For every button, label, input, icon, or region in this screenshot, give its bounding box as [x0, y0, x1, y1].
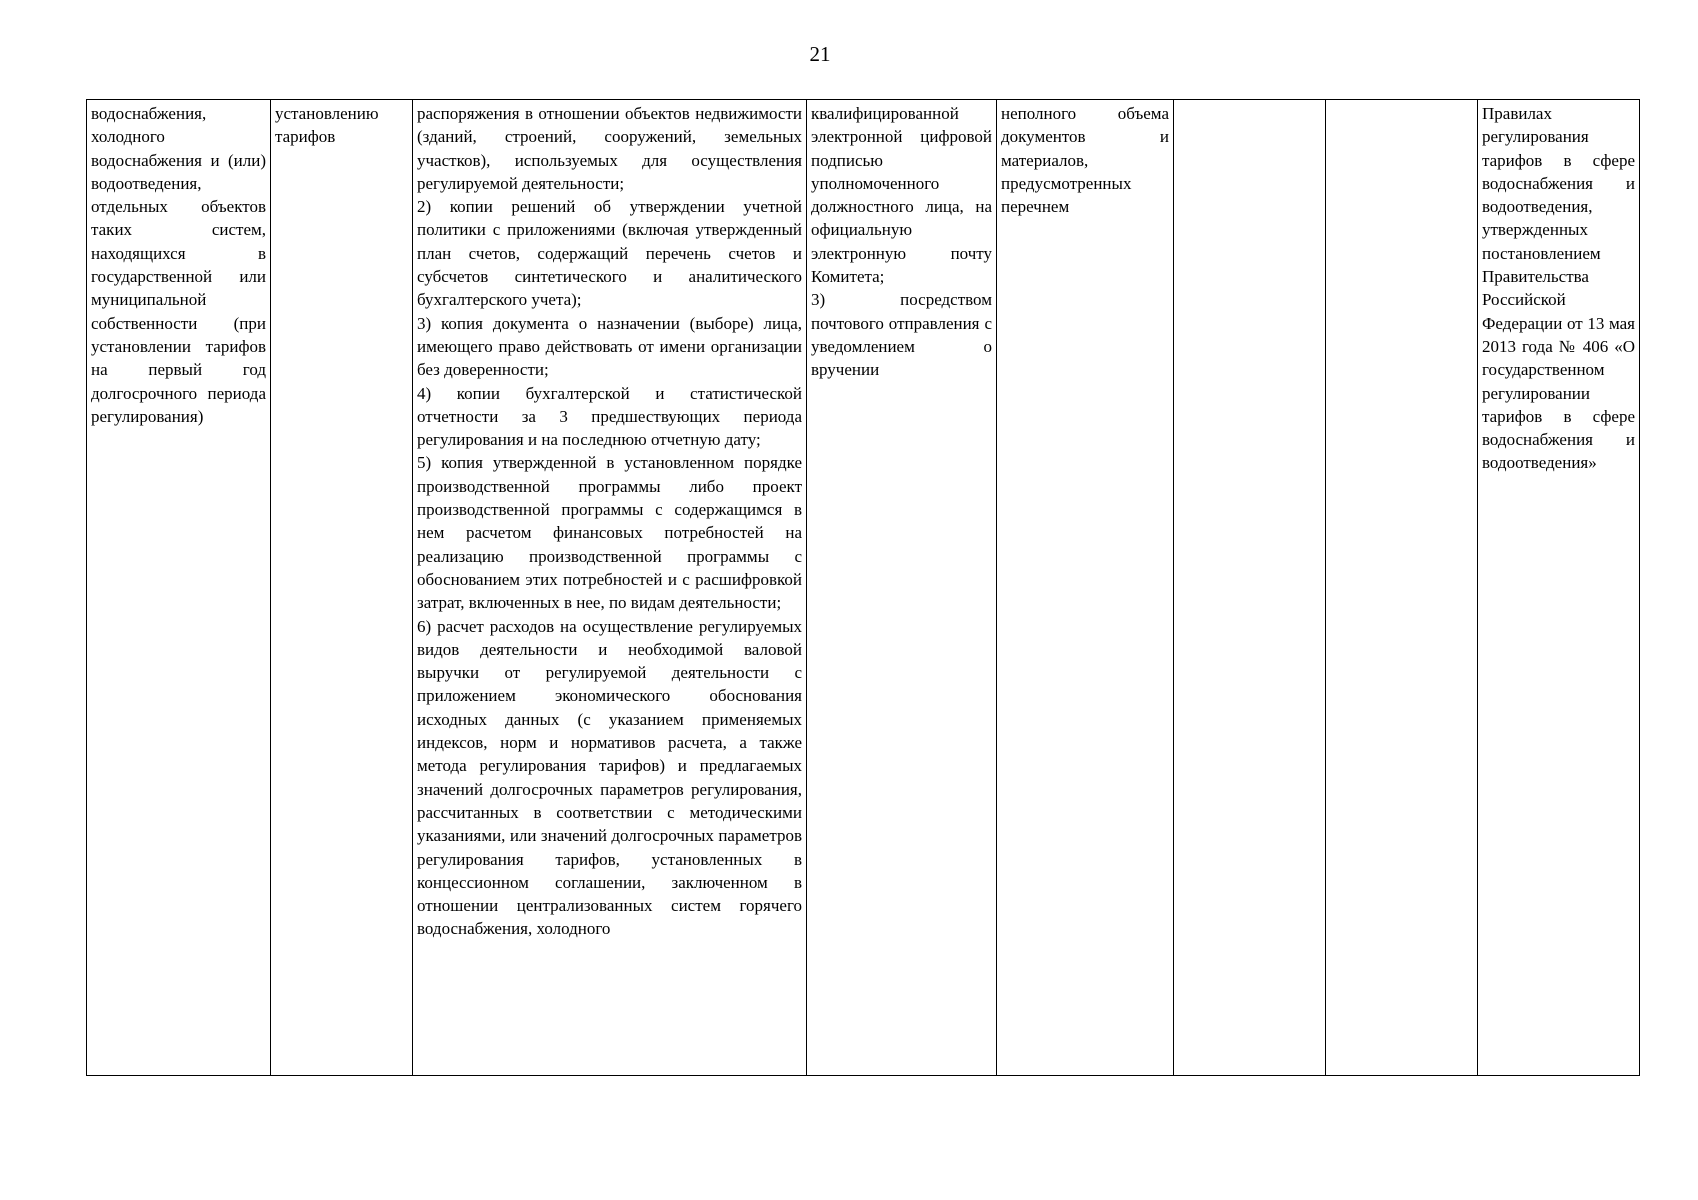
- cell-paragraph: установлению тарифов: [275, 104, 379, 147]
- cell-paragraph: 6) расчет расходов на осуществление регулируемых видов деятельности и необходимой валовой выручки от регулируемой деятельности с приложением экономического обоснования исходных данных (с указанием применяемых индексов, норм и нормативов расчета, а также метода регулирования тарифов) и предлагаемых значений долгосрочных параметров регулирования, рассчитанных в соответствии с методическими указаниями, или значений долгосрочных параметров регулирования тарифов, установленных в концессионном соглашении, заключенном в отношении централизованных систем горячего водоснабжения, холодного: [417, 616, 802, 939]
- cell-empty-7: [1326, 100, 1478, 1076]
- cell-paragraph: распоряжения в отношении объектов недвижимости (зданий, строений, сооружений, земельных участков), используемых для осуществления регулируемой деятельности;: [417, 104, 802, 193]
- cell-legal-basis: [1478, 100, 1640, 1076]
- cell-paragraph: 3) копия документа о назначении (выборе) лица, имеющего право действовать от имени организации без доверенности;: [417, 313, 802, 380]
- document-table: [86, 99, 1640, 1076]
- cell-empty-6: [1174, 100, 1326, 1076]
- cell-submission-method: [807, 100, 997, 1076]
- cell-paragraph: 4) копии бухгалтерской и статистической отчетности за 3 предшествующих периода регулирования и на последнюю отчетную дату;: [417, 383, 802, 450]
- cell-paragraph: 2) копии решений об утверждении учетной политики с приложениями (включая утвержденный план счетов, содержащий перечень счетов и субсчетов синтетического и аналитического бухгалтерского учета);: [417, 197, 802, 310]
- cell-paragraph: водоснабжения, холодного водоснабжения и (или) водоотведения, отдельных объектов таких систем, находящихся в государственной или муниципальной собственности (при установлении тарифов на первый год долгосрочного периода регулирования): [91, 104, 266, 426]
- table-row: [87, 100, 1640, 1076]
- cell-paragraph: 3) посредством почтового отправления с уведомлением о вручении: [811, 290, 992, 380]
- cell-documents-list: [413, 100, 807, 1076]
- cell-paragraph: квалифицированной электронной цифровой подписью уполномоченного должностного лица, на официальную электронную почту Комитета;: [811, 104, 992, 287]
- cell-paragraph: 5) копия утвержденной в установленном порядке производственной программы либо проект производственной программы с содержащимся в нем расчетом финансовых потребностей на реализацию производственной программы с обоснованием этих потребностей и с расшифровкой затрат, включенных в нее, по видам деятельности;: [417, 453, 802, 613]
- cell-procedure: [271, 100, 413, 1076]
- cell-paragraph: неполного объема документов и материалов, предусмотренных перечнем: [1001, 104, 1169, 217]
- page-number: 21: [809, 42, 831, 66]
- cell-object: [87, 100, 271, 1076]
- cell-paragraph: Правилах регулирования тарифов в сфере водоснабжения и водоотведения, утвержденных постановлением Правительства Российской Федерации от 13 мая 2013 года № 406 «О государственном регулировании тарифов в сфере водоснабжения и водоотведения»: [1482, 104, 1635, 473]
- cell-refusal-grounds: [997, 100, 1174, 1076]
